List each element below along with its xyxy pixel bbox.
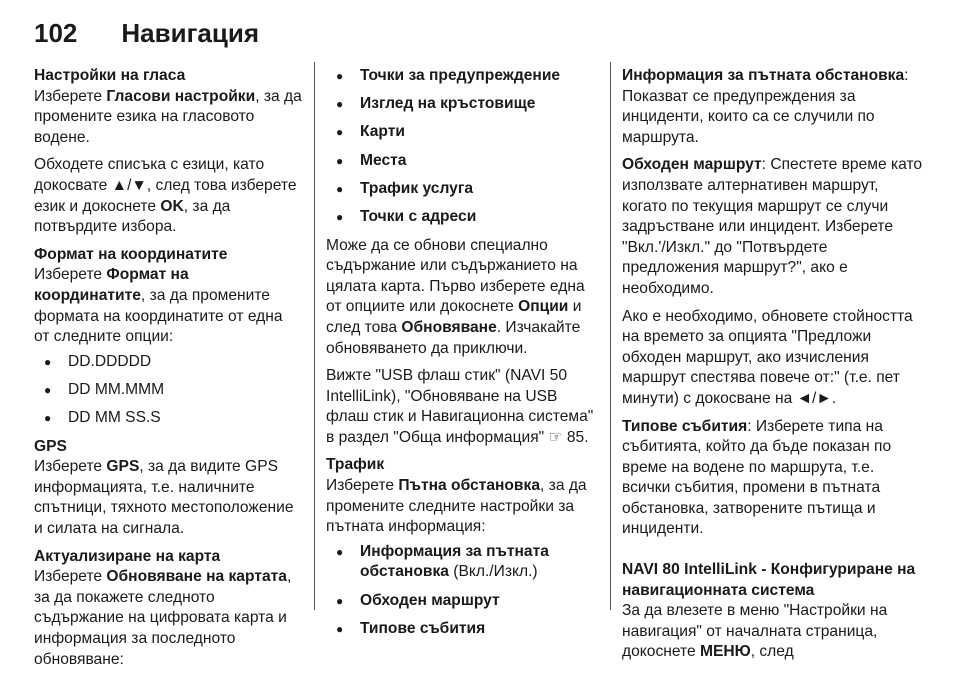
map-update-instructions: [326, 236, 596, 360]
column-1: [34, 66, 302, 677]
coordinates-section: [34, 245, 302, 429]
gps-section: [34, 437, 302, 540]
text: Изберете: [326, 477, 399, 495]
list-item: [326, 122, 596, 143]
text: : Показват се предупреждения за инциденти, които са се случили по маршрута.: [622, 67, 909, 146]
list-item: [326, 151, 596, 172]
text: , за да покажете следното съдържание на цифровата карта и информация за последното обновяване:: [34, 568, 292, 668]
text: Обходете списъка с езици, като докосвате ▲/▼, след това изберете език и докоснете: [34, 156, 297, 215]
text: : Изберете типа на събитията, който да бъде показан по време на водене по маршрута, т.е. всички събития, промени в пътната обстановка, затворените пътища и инциденти.: [622, 417, 892, 538]
text: , след: [750, 643, 794, 661]
text: За да влезете в меню "Настройки на навигация" от началната страница, докоснете: [622, 602, 888, 661]
event-types-paragraph: [622, 417, 926, 541]
traffic-settings-list: [326, 542, 596, 640]
voice-paragraph-1: [34, 87, 302, 149]
map-content-list: [326, 66, 596, 228]
text: , за да промените езика на гласовото водене.: [34, 87, 302, 146]
list-item: [326, 179, 596, 200]
section-gap: [622, 547, 926, 560]
column-2: [326, 66, 596, 647]
navi80-paragraph: [622, 601, 926, 663]
detour-paragraph: [622, 155, 926, 299]
voice-paragraph-2: [34, 155, 302, 237]
cross-reference-paragraph: Вижте "USB флаш стик" (NAVI 50 IntelliLink), "Обновяване на USB флаш стик и Навигационна система" в раздел "Обща информация" ☞ 85.: [326, 367, 594, 446]
list-item-label: Изглед на кръстовище: [360, 95, 536, 113]
text: , за да промените формата на координатите от една от следните опции:: [34, 286, 283, 346]
list-item-label: Трафик услуга: [360, 179, 473, 197]
list-item-label: Карти: [360, 123, 405, 141]
list-item: [326, 542, 596, 583]
menu-term: Обновяване на картата: [106, 568, 287, 586]
map-update-heading: Актуализиране на карта: [34, 547, 221, 565]
gps-heading: GPS: [34, 437, 67, 455]
list-item: [326, 619, 596, 640]
column-divider-1: [314, 62, 315, 610]
map-update-paragraph: [34, 567, 302, 670]
list-item: [326, 207, 596, 228]
menu-term: OK: [160, 197, 184, 215]
menu-term: Гласови настройки: [106, 87, 256, 105]
text: . Изчакайте обновяването да приключи.: [326, 318, 581, 357]
list-item-label: Места: [360, 151, 407, 169]
text: Изберете: [34, 568, 107, 586]
coordinate-format-list: [34, 352, 302, 429]
detour-time-paragraph: Ако е необходимо, обновете стойността на времето за опцията "Предложи обходен маршрут, ако изчисления маршрут спестява повече от:" (т.е. пет минути) с докосване на ◄/►.: [622, 307, 913, 407]
list-item-label: Информация за пътната обстановка: [360, 542, 549, 581]
list-item-label: Точки с адреси: [360, 207, 477, 225]
traffic-heading: Трафик: [326, 456, 385, 474]
menu-term: Обходен маршрут: [622, 156, 762, 174]
list-item-label: Точки за предупреждение: [360, 67, 561, 84]
menu-term: Формат на координатите: [34, 266, 189, 304]
menu-term: Обновяване: [401, 318, 497, 336]
text: и след това: [326, 298, 582, 336]
column-divider-2: [610, 62, 611, 610]
menu-term: МЕНЮ: [699, 643, 751, 661]
list-item: ● DD MM SS.S: [34, 408, 302, 429]
list-item: [326, 66, 596, 87]
menu-term: Типове събития: [622, 417, 748, 435]
navi80-section: [622, 560, 926, 663]
list-item-label: Типове събития: [360, 619, 486, 637]
menu-term: Опции: [518, 298, 569, 316]
coordinates-heading: Формат на координатите: [34, 245, 228, 263]
traffic-paragraph: [326, 476, 596, 538]
page-header: [34, 18, 259, 58]
text: , за да потвърдите избора.: [34, 197, 231, 236]
list-item: ● DD.DDDDD: [34, 352, 302, 373]
text: : Спестете време като използвате алтернативен маршрут, когато по текущия маршрут се случи задръстване или инцидент. Изберете "Вкл.'/Изкл." до "Потвърдете предложения маршрут?", ако е необходимо.: [622, 156, 923, 297]
text: Изберете: [34, 266, 107, 284]
gps-paragraph: [34, 457, 302, 539]
column-3: [622, 66, 926, 670]
menu-term: GPS: [106, 458, 140, 476]
page-title: Навигация: [121, 18, 260, 48]
menu-term: Пътна обстановка: [398, 477, 540, 495]
menu-term: Информация за пътната обстановка: [622, 67, 905, 84]
list-item: ● DD MM.MMM: [34, 380, 302, 401]
text: , за да промените следните настройки за пътната информация:: [326, 477, 587, 536]
list-item: [326, 94, 596, 115]
text: Може да се обнови специално съдържание или съдържанието на цялата карта. Първо изберете една от опциите или докоснете: [326, 236, 585, 316]
traffic-info-paragraph: [622, 66, 926, 148]
text: (Вкл./Изкл.): [448, 563, 538, 581]
text: Изберете: [34, 87, 107, 105]
list-item-label: Обходен маршрут: [360, 591, 500, 609]
text: , за да видите GPS информацията, т.е. наличните спътници, тяхното местоположение и силата на сигнала.: [34, 458, 294, 538]
list-item: [326, 591, 596, 612]
traffic-section: [326, 455, 596, 639]
voice-heading: Настройки на гласа: [34, 67, 186, 84]
coordinates-paragraph: [34, 265, 302, 347]
map-update-section: [34, 547, 302, 671]
voice-section: [34, 66, 302, 238]
navi80-heading: NAVI 80 IntelliLink - Конфигуриране на навигационната система: [622, 561, 916, 599]
text: Изберете: [34, 458, 107, 476]
page-number: 102: [34, 18, 78, 48]
